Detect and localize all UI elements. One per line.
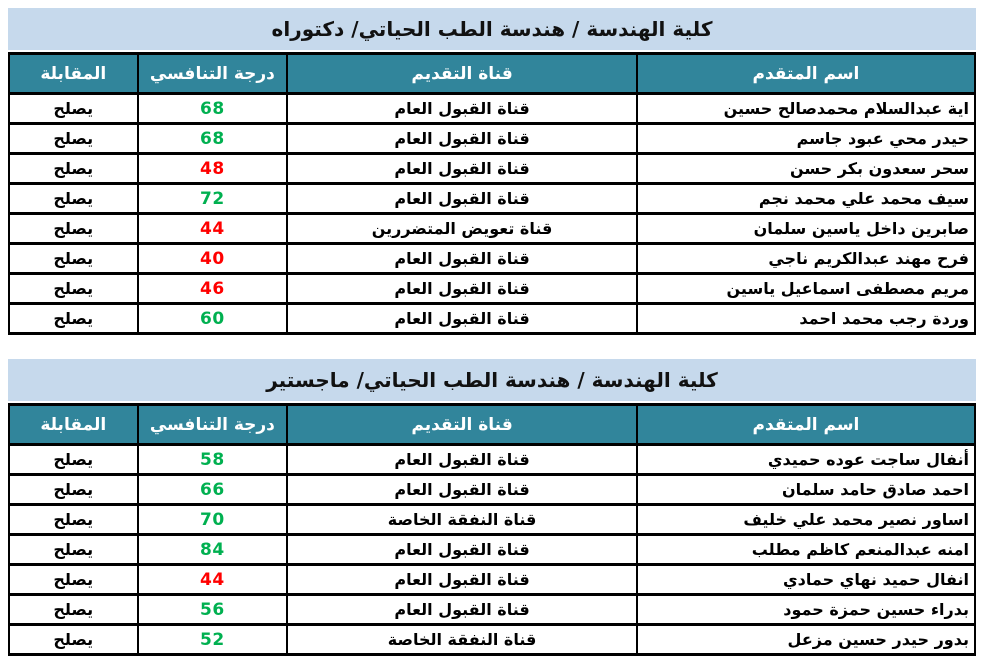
applicant-name-cell: صابرين داخل ياسين سلمان [637,214,975,244]
competitive-score-cell: 72 [138,184,288,214]
applicant-name-cell: سيف محمد علي محمد نجم [637,184,975,214]
application-channel-cell: قناة النفقة الخاصة [287,625,637,655]
competitive-score-cell: 48 [138,154,288,184]
competitive-score-cell: 40 [138,244,288,274]
competitive-score-cell: 68 [138,124,288,154]
application-channel-cell: قناة النفقة الخاصة [287,505,637,535]
application-channel-cell: قناة القبول العام [287,475,637,505]
table-row [9,475,975,505]
applicant-name-cell: امنه عبدالمنعم كاظم مطلب [637,535,975,565]
header-row [9,54,975,94]
table-body-doctorate [9,94,975,334]
table-row [9,304,975,334]
applicant-name-cell: حيدر محي عبود جاسم [637,124,975,154]
application-channel-cell: قناة القبول العام [287,304,637,334]
competitive-score-cell: 56 [138,595,288,625]
interview-result-cell: يصلح [9,214,138,244]
table-row [9,565,975,595]
column-header-applicant-name: اسم المتقدم [637,54,975,94]
table-row [9,274,975,304]
application-channel-cell: قناة تعويض المتضررين [287,214,637,244]
table-row [9,154,975,184]
applicant-name-cell: انفال حميد نهاي حمادي [637,565,975,595]
application-channel-cell: قناة القبول العام [287,94,637,124]
applicants-table-doctorate [8,52,976,335]
table-title-masters: كلية الهندسة / هندسة الطب الحياتي/ ماجستير [8,359,976,401]
competitive-score-cell: 58 [138,445,288,475]
interview-result-cell: يصلح [9,595,138,625]
masters-table-section [8,359,976,656]
interview-result-cell: يصلح [9,445,138,475]
competitive-score-cell: 44 [138,565,288,595]
interview-result-cell: يصلح [9,244,138,274]
applicant-name-cell: بدور حيدر حسين مزعل [637,625,975,655]
application-channel-cell: قناة القبول العام [287,535,637,565]
applicant-name-cell: مريم مصطفى اسماعيل ياسين [637,274,975,304]
application-channel-cell: قناة القبول العام [287,565,637,595]
interview-result-cell: يصلح [9,184,138,214]
applicant-name-cell: احمد صادق حامد سلمان [637,475,975,505]
column-header-competitive-score: درجة التنافسي [138,54,288,94]
table-row [9,244,975,274]
table-row [9,625,975,655]
competitive-score-cell: 52 [138,625,288,655]
interview-result-cell: يصلح [9,475,138,505]
applicant-name-cell: أنفال ساجت عوده حميدي [637,445,975,475]
column-header-applicant-name: اسم المتقدم [637,405,975,445]
column-header-application-channel: قناة التقديم [287,405,637,445]
competitive-score-cell: 44 [138,214,288,244]
application-channel-cell: قناة القبول العام [287,595,637,625]
applicant-name-cell: فرح مهند عبدالكريم ناجي [637,244,975,274]
doctorate-table-section [8,8,976,335]
applicant-name-cell: اية عبدالسلام محمدصالح حسين [637,94,975,124]
column-header-competitive-score: درجة التنافسي [138,405,288,445]
applicant-name-cell: وردة رجب محمد احمد [637,304,975,334]
table-row [9,505,975,535]
competitive-score-cell: 46 [138,274,288,304]
interview-result-cell: يصلح [9,124,138,154]
applicant-name-cell: اساور نصير محمد علي خليف [637,505,975,535]
application-channel-cell: قناة القبول العام [287,184,637,214]
interview-result-cell: يصلح [9,154,138,184]
interview-result-cell: يصلح [9,505,138,535]
table-row [9,94,975,124]
competitive-score-cell: 70 [138,505,288,535]
column-header-interview: المقابلة [9,54,138,94]
application-channel-cell: قناة القبول العام [287,124,637,154]
table-body-masters [9,445,975,655]
table-title-doctorate: كلية الهندسة / هندسة الطب الحياتي/ دكتوراه [8,8,976,50]
table-row [9,595,975,625]
interview-result-cell: يصلح [9,304,138,334]
table-row [9,124,975,154]
interview-result-cell: يصلح [9,274,138,304]
table-row [9,535,975,565]
header-row [9,405,975,445]
competitive-score-cell: 84 [138,535,288,565]
column-header-interview: المقابلة [9,405,138,445]
interview-result-cell: يصلح [9,625,138,655]
interview-result-cell: يصلح [9,565,138,595]
competitive-score-cell: 66 [138,475,288,505]
interview-result-cell: يصلح [9,535,138,565]
applicant-name-cell: سحر سعدون بكر حسن [637,154,975,184]
application-channel-cell: قناة القبول العام [287,244,637,274]
applicants-table-masters [8,403,976,656]
column-header-application-channel: قناة التقديم [287,54,637,94]
competitive-score-cell: 60 [138,304,288,334]
application-channel-cell: قناة القبول العام [287,274,637,304]
table-row [9,445,975,475]
table-row [9,184,975,214]
applicant-name-cell: بدراء حسين حمزة حمود [637,595,975,625]
table-row [9,214,975,244]
competitive-score-cell: 68 [138,94,288,124]
interview-result-cell: يصلح [9,94,138,124]
application-channel-cell: قناة القبول العام [287,154,637,184]
application-channel-cell: قناة القبول العام [287,445,637,475]
